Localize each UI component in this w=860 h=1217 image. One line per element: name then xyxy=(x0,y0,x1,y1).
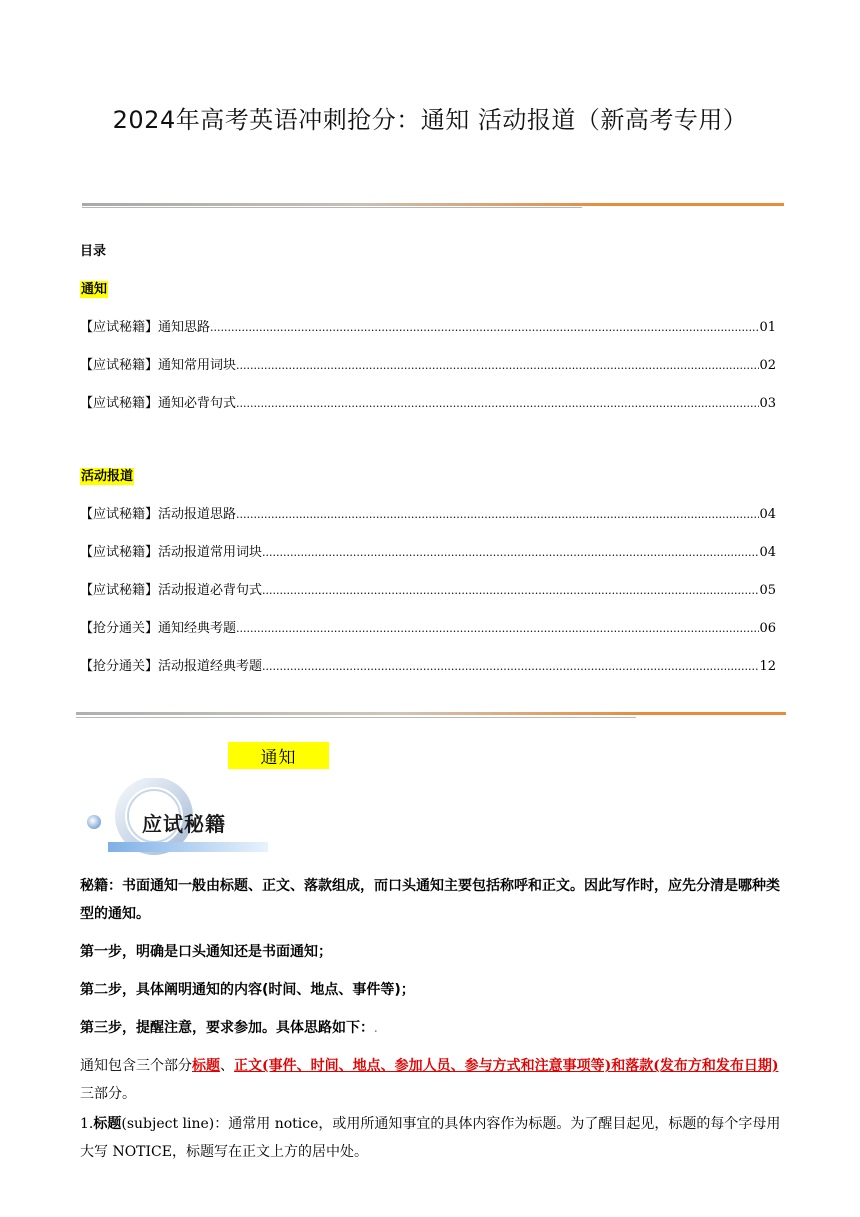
document-title: 2024年高考英语冲刺抢分：通知 活动报道（新高考专用） xyxy=(112,106,748,134)
toc-item[interactable]: 【应试秘籍】活动报道思路 ..... 04 xyxy=(80,503,776,522)
toc-item[interactable]: 【应试秘籍】通知思路 ..... 01 xyxy=(80,316,776,335)
toc-item[interactable]: 【应试秘籍】通知必背句式 ..... 03 xyxy=(80,392,776,411)
paragraph-parts: 通知包含三个部分标题、正文(事件、时间、地点、参加人员、参与方式和注意事项等)和落款(发布方和发布日期)三部分。 xyxy=(80,1058,779,1102)
paragraph-subject-line: 1.标题(subject line)：通常用 notice，或用所通知事宜的具体内容作为标题。为了醒目起见，标题的每个字母用大写 NOTICE，标题写在正文上方的居中处。 xyxy=(80,1116,781,1160)
badge-label: 应试秘籍 xyxy=(142,812,226,836)
paragraph-step1: 第一步，明确是口头通知还是书面通知； xyxy=(80,944,332,960)
red-highlight-title: 标题 xyxy=(192,1058,220,1074)
toc-item[interactable]: 【应试秘籍】活动报道必背句式 ..... 05 xyxy=(80,579,776,598)
exam-tips-badge xyxy=(84,778,274,860)
section-banner: 通知 xyxy=(228,742,329,769)
toc-section-label-notice: 通知 xyxy=(81,282,108,297)
toc-item[interactable]: 【应试秘籍】活动报道常用词块 ..... 04 xyxy=(80,541,776,560)
toc-section-label-report: 活动报道 xyxy=(81,469,134,484)
toc-item[interactable]: 【抢分通关】活动报道经典考题 ..... 12 xyxy=(80,655,776,674)
paragraph-intro: 秘籍：书面通知一般由标题、正文、落款组成，而口头通知主要包括称呼和正文。因此写作时，应先分清是哪种类型的通知。 xyxy=(80,878,780,922)
red-highlight-body: 正文(事件、时间、地点、参加人员、参与方式和注意事项等)和落款(发布方和发布日期) xyxy=(234,1058,779,1074)
paragraph-step2: 第二步，具体阐明通知的内容(时间、地点、事件等)； xyxy=(80,982,415,998)
toc-item[interactable]: 【抢分通关】通知经典考题 ..... 06 xyxy=(80,617,776,636)
toc-heading: 目录 xyxy=(80,244,107,259)
toc-item[interactable]: 【应试秘籍】通知常用词块 ..... 02 xyxy=(80,354,776,373)
paragraph-step3: 第三步，提醒注意，要求参加。具体思路如下：. xyxy=(80,1020,378,1036)
